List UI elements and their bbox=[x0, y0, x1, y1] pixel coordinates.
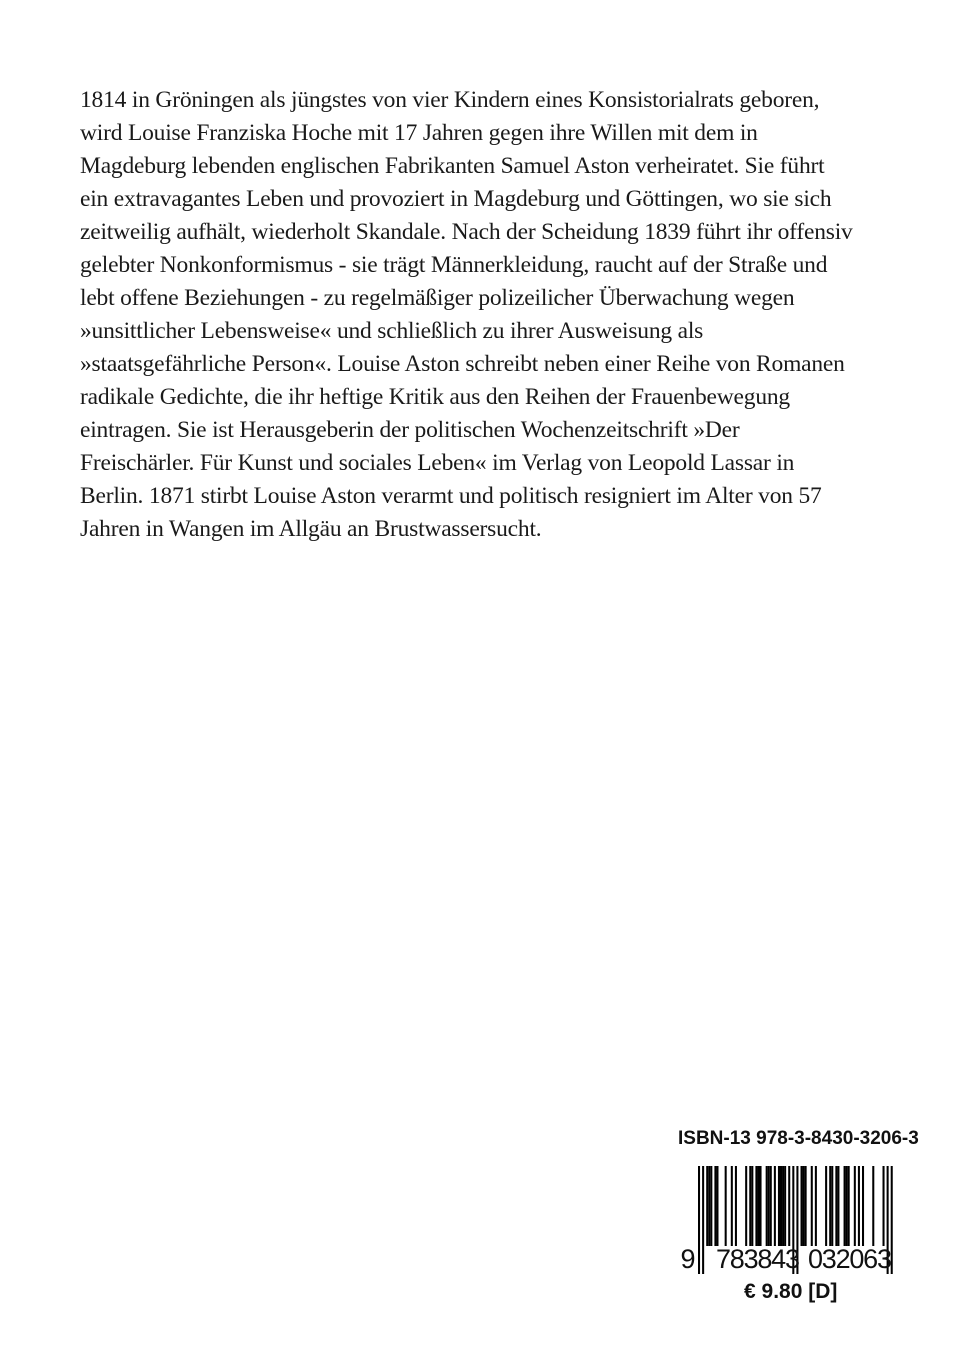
blurb-line: Berlin. 1871 stirbt Louise Aston verarmt und politisch resigniert im Alter von 57 bbox=[80, 483, 822, 509]
barcode-bar bbox=[708, 1166, 710, 1246]
barcode-bar bbox=[780, 1166, 782, 1246]
barcode-bar bbox=[835, 1166, 837, 1246]
barcode-bar bbox=[801, 1166, 803, 1246]
barcode-bar bbox=[862, 1166, 864, 1246]
barcode-bar bbox=[872, 1166, 874, 1246]
barcode-bar bbox=[770, 1166, 772, 1246]
barcode-bar bbox=[749, 1166, 751, 1246]
barcode-bar bbox=[803, 1166, 805, 1246]
blurb-line: eintragen. Sie ist Herausgeberin der politischen Wochenzeitschrift »Der bbox=[80, 417, 740, 443]
barcode-bar bbox=[716, 1166, 718, 1246]
barcode-bar bbox=[854, 1166, 856, 1246]
barcode-bar bbox=[858, 1166, 860, 1246]
blurb-line: zeitweilig aufhält, wiederholt Skandale. Nach der Scheidung 1839 führt ihr offensiv bbox=[80, 219, 853, 245]
barcode-bar bbox=[831, 1166, 833, 1246]
barcode-left-digits: 783843 bbox=[716, 1244, 800, 1274]
barcode-bar bbox=[784, 1166, 786, 1246]
blurb-line: gelebter Nonkonformismus - sie trägt Männerkleidung, raucht auf der Straße und bbox=[80, 252, 828, 278]
barcode-bar bbox=[760, 1166, 762, 1246]
barcode-right-digits: 032063 bbox=[808, 1244, 892, 1274]
blurb-line: radikale Gedichte, die ihr heftige Kritik aus den Reihen der Frauenbewegung bbox=[80, 384, 790, 410]
blurb-line: Freischärler. Für Kunst und sociales Leben« im Verlag von Leopold Lassar in bbox=[80, 450, 795, 476]
blurb-line: Magdeburg lebenden englischen Fabrikanten Samuel Aston verheiratet. Sie führt bbox=[80, 153, 825, 179]
price-label: € 9.80 [D] bbox=[744, 1280, 838, 1303]
barcode-bar bbox=[774, 1166, 776, 1246]
blurb-line: lebt offene Beziehungen - zu regelmäßiger polizeilicher Überwachung wegen bbox=[80, 285, 795, 311]
barcode-bar bbox=[698, 1166, 700, 1274]
barcode-bar bbox=[815, 1166, 817, 1246]
barcode-bar bbox=[778, 1166, 780, 1246]
barcode-bar bbox=[766, 1166, 768, 1246]
barcode-bar bbox=[706, 1166, 708, 1246]
barcode-bar bbox=[811, 1166, 813, 1246]
barcode-bar bbox=[837, 1166, 839, 1246]
barcode-bar bbox=[755, 1166, 757, 1246]
blurb-line: »unsittlicher Lebensweise« und schließlich zu ihrer Ausweisung als bbox=[80, 318, 704, 344]
barcode-bar bbox=[745, 1166, 747, 1246]
barcode-bar bbox=[844, 1166, 846, 1246]
barcode-bar bbox=[757, 1166, 759, 1246]
barcode-bar bbox=[702, 1166, 704, 1274]
ean13-barcode bbox=[670, 1166, 920, 1276]
barcode-bar bbox=[848, 1166, 850, 1246]
author-biography-text bbox=[80, 84, 910, 546]
barcode-bar bbox=[768, 1166, 770, 1246]
barcode-bar bbox=[788, 1166, 790, 1246]
barcode-bar bbox=[883, 1166, 885, 1246]
barcode-bar bbox=[731, 1166, 733, 1246]
barcode-bar bbox=[825, 1166, 827, 1246]
barcode-bar bbox=[735, 1166, 737, 1246]
isbn-label: ISBN-13 978-3-8430-3206-3 bbox=[678, 1128, 919, 1149]
barcode-first-digit: 9 bbox=[680, 1244, 696, 1274]
barcode-bar bbox=[710, 1166, 712, 1246]
barcode-bar bbox=[751, 1166, 753, 1246]
barcode-bar bbox=[846, 1166, 848, 1246]
barcode-bar bbox=[714, 1166, 716, 1246]
barcode-bar bbox=[782, 1166, 784, 1246]
barcode-bar bbox=[725, 1166, 727, 1246]
barcode-bar bbox=[805, 1166, 807, 1246]
blurb-line: Jahren in Wangen im Allgäu an Brustwassersucht. bbox=[80, 516, 542, 542]
blurb-line: wird Louise Franziska Hoche mit 17 Jahren gegen ihre Willen mit dem in bbox=[80, 120, 758, 146]
blurb-line: »staatsgefährliche Person«. Louise Aston schreibt neben einer Reihe von Romanen bbox=[80, 351, 845, 377]
barcode-bar bbox=[829, 1166, 831, 1246]
blurb-line: ein extravagantes Leben und provoziert in Magdeburg und Göttingen, wo sie sich bbox=[80, 186, 832, 212]
blurb-line: 1814 in Gröningen als jüngstes von vier Kindern eines Konsistorialrats geboren, bbox=[80, 87, 820, 113]
